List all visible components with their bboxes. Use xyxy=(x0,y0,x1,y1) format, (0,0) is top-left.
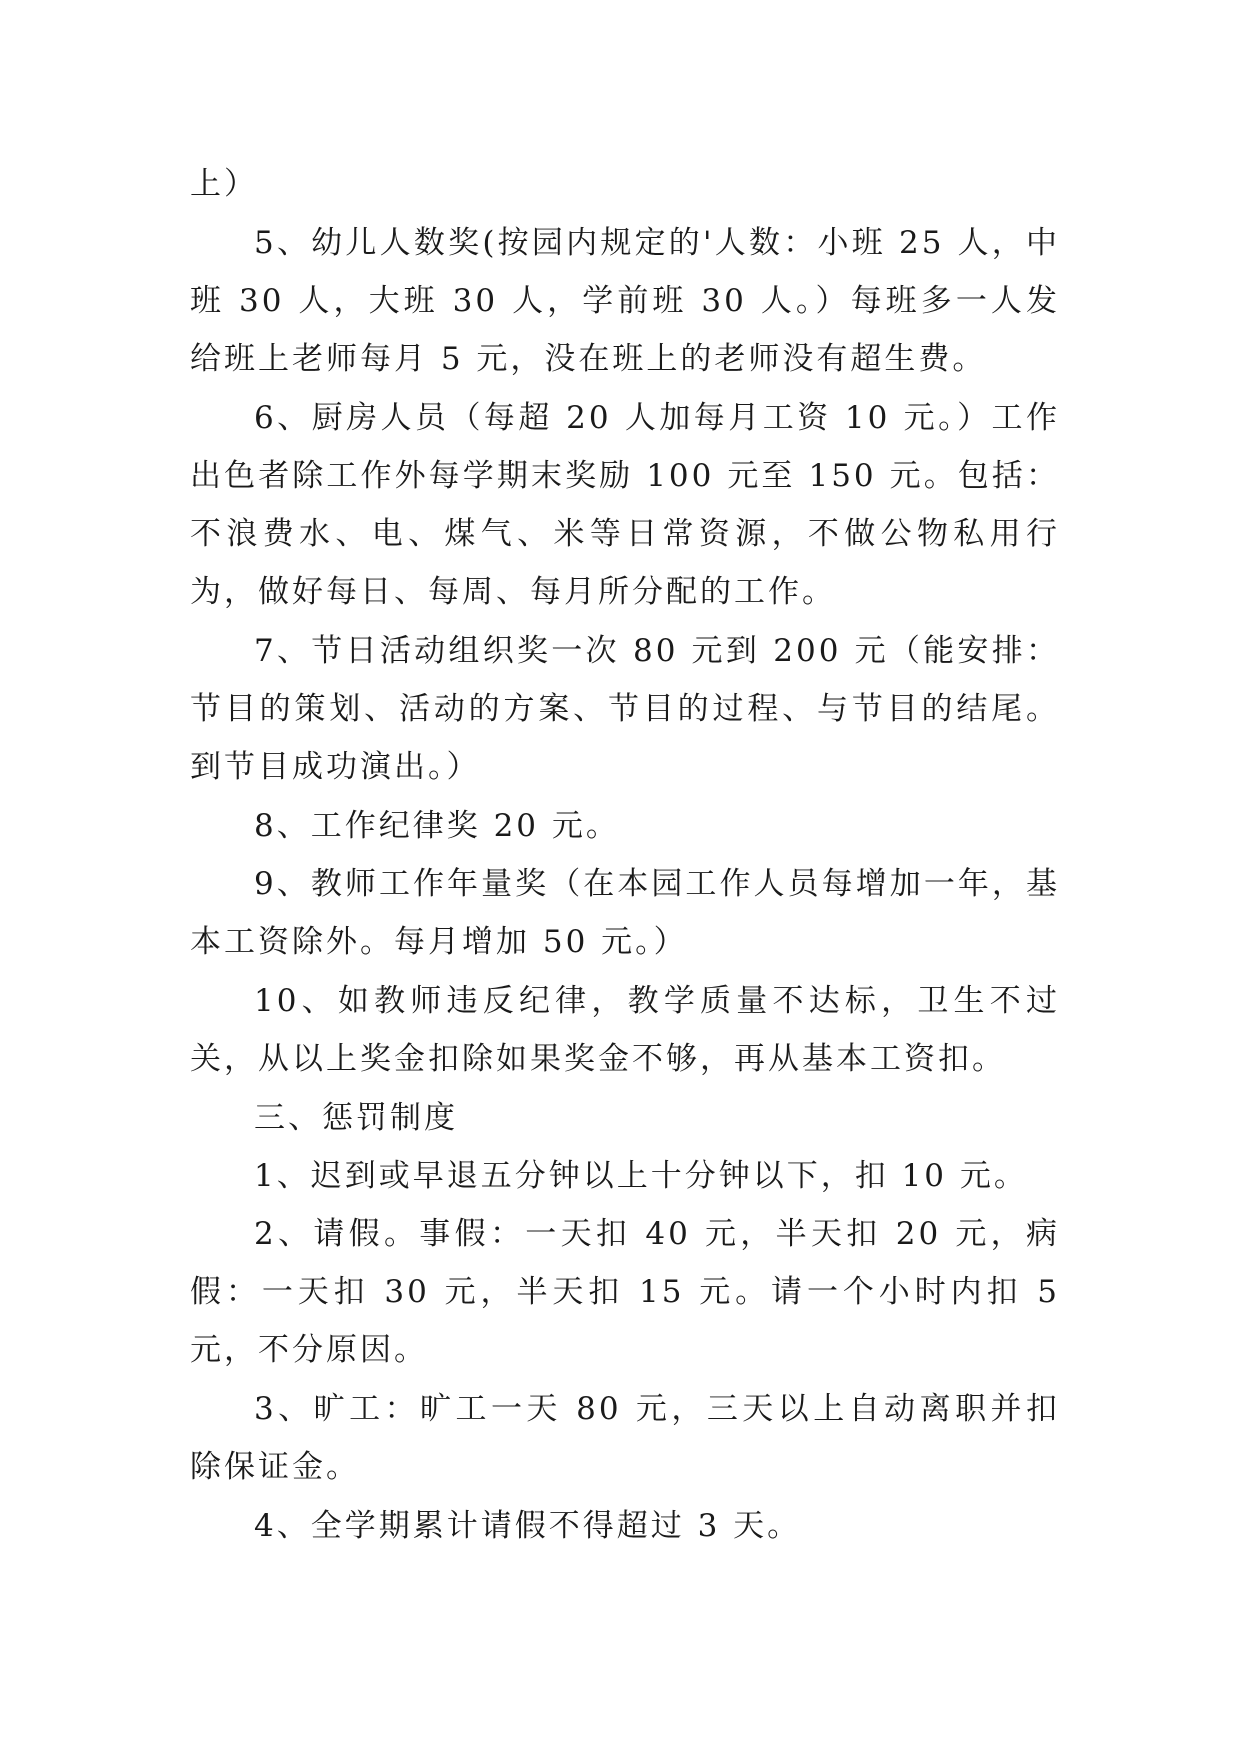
paragraph-item-9: 9、教师工作年量奖（在本园工作人员每增加一年，基本工资除外。每月增加 50 元。） xyxy=(190,866,1060,960)
paragraph-continuation: 上） xyxy=(190,166,258,202)
paragraph-item-8: 8、工作纪律奖 20 元。 xyxy=(254,808,620,844)
paragraph-penalty-4: 4、全学期累计请假不得超过 3 天。 xyxy=(254,1508,802,1544)
paragraph-item-10: 10、如教师违反纪律，教学质量不达标，卫生不过关，从以上奖金扣除如果奖金不够，再从基本工资扣。 xyxy=(190,983,1060,1077)
paragraph-penalty-1: 1、迟到或早退五分钟以上十分钟以下，扣 10 元。 xyxy=(254,1158,1028,1194)
section-heading-penalty: 三、惩罚制度 xyxy=(254,1100,458,1136)
paragraph-item-5: 5、幼儿人数奖(按园内规定的'人数：小班 25 人，中班 30 人，大班 30 人，学前班 30 人。）每班多一人发给班上老师每月 5 元，没在班上的老师没有超生费。 xyxy=(190,225,1060,377)
paragraph-item-6: 6、厨房人员（每超 20 人加每月工资 10 元。）工作出色者除工作外每学期末奖励 100 元至 150 元。包括：不浪费水、电、煤气、米等日常资源，不做公物私用行为，做好每日、每周、每月所分配的工作。 xyxy=(190,400,1060,610)
paragraph-penalty-2: 2、请假。事假：一天扣 40 元，半天扣 20 元，病假：一天扣 30 元，半天扣 15 元。请一个小时内扣 5 元，不分原因。 xyxy=(190,1216,1060,1368)
paragraph-penalty-3: 3、旷工：旷工一天 80 元，三天以上自动离职并扣除保证金。 xyxy=(190,1391,1060,1485)
paragraph-item-7: 7、节日活动组织奖一次 80 元到 200 元（能安排：节目的策划、活动的方案、节目的过程、与节目的结尾。到节目成功演出。） xyxy=(190,633,1060,785)
